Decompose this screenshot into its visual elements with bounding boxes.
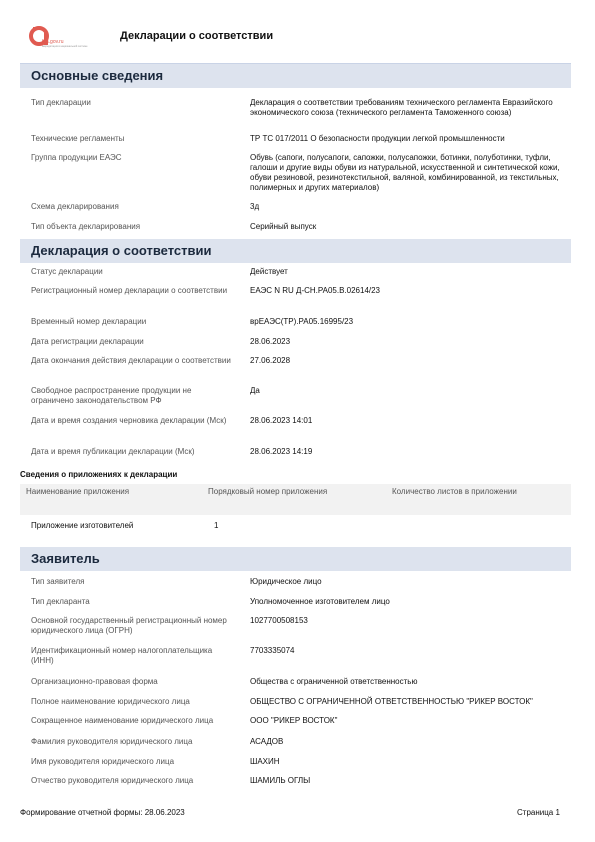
row-label: Тип объекта декларирования <box>31 222 141 231</box>
row-value: ШАМИЛЬ ОГЛЫ <box>250 776 311 785</box>
row-value: ОБЩЕСТВО С ОГРАНИЧЕННОЙ ОТВЕТСТВЕННОСТЬЮ "РИКЕР ВОСТОК" <box>250 697 533 706</box>
row-value: 27.06.2028 <box>250 356 291 365</box>
attachments-title: Сведения о приложениях к декларации <box>20 470 178 479</box>
row-label: Организационно-правовая форма <box>31 677 158 686</box>
row-label: Группа продукции ЕАЭС <box>31 153 122 162</box>
report-generation-date: Формирование отчетной формы: 28.06.2023 <box>20 808 185 817</box>
row-label: Свободное распространение продукции не ограничено законодательством РФ <box>31 386 192 405</box>
section-applicant-title: Заявитель <box>31 551 100 566</box>
table-row <box>20 520 571 534</box>
page-header <box>0 0 595 60</box>
row-value: ООО "РИКЕР ВОСТОК" <box>250 716 338 725</box>
row-value: 3д <box>250 202 260 211</box>
row-label: Идентификационный номер налогоплательщика (ИНН) <box>31 646 213 665</box>
logo-text: fsa.gov.ru <box>42 39 64 45</box>
row-value: врЕАЭС(TP).PA05.16995/23 <box>250 317 354 326</box>
row-label: Отчество руководителя юридического лица <box>31 776 194 785</box>
row-value: 7703335074 <box>250 646 295 655</box>
page-number: Страница 1 <box>517 808 560 817</box>
page-title: Декларации о соответствии <box>120 30 274 42</box>
row-label: Основной государственный регистрационный номер юридического лица (ОГРН) <box>31 616 227 635</box>
row-label: Тип декларанта <box>31 597 90 606</box>
row-label: Статус декларации <box>31 267 103 276</box>
row-value: 1027700508153 <box>250 616 308 625</box>
row-label: Технические регламенты <box>31 134 125 143</box>
column-header: Порядковый номер приложения <box>208 487 328 496</box>
row-label: Полное наименование юридического лица <box>31 697 190 706</box>
column-header: Количество листов в приложении <box>392 487 517 496</box>
row-value: 28.06.2023 14:19 <box>250 447 313 456</box>
attachments-table-header <box>20 484 571 515</box>
section-applicant-header <box>20 547 571 571</box>
row-value: 28.06.2023 <box>250 337 291 346</box>
row-label: Дата регистрации декларации <box>31 337 144 346</box>
row-value: Серийный выпуск <box>250 222 317 231</box>
row-value: Да <box>250 386 260 395</box>
row-value: Действует <box>250 267 288 276</box>
row-value: 28.06.2023 14:01 <box>250 416 313 425</box>
row-label: Фамилия руководителя юридического лица <box>31 737 193 746</box>
fsa-logo <box>28 24 88 52</box>
row-label: Регистрационный номер декларации о соответствии <box>31 286 228 295</box>
row-label: Тип декларации <box>31 98 91 107</box>
row-label: Имя руководителя юридического лица <box>31 757 175 766</box>
row-value: Уполномоченное изготовителем лицо <box>250 597 390 606</box>
section-basic-header <box>20 64 571 88</box>
row-value: АСАДОВ <box>250 737 284 746</box>
section-declaration-header <box>20 239 571 263</box>
row-label: Дата и время публикации декларации (Мск) <box>31 447 195 456</box>
row-value: Декларация о соответствии требованиям технического регламента Евразийского экономического союза (технического регламента Таможенного союза) <box>250 98 553 117</box>
row-value: Общества с ограниченной ответственностью <box>250 677 418 686</box>
logo-subtext: аккредитация в национальной системе <box>42 45 88 48</box>
row-value: ШАХИН <box>250 757 280 766</box>
row-value: Юридическое лицо <box>250 577 322 586</box>
attachment-name: Приложение изготовителей <box>31 521 134 530</box>
row-label: Тип заявителя <box>31 577 85 586</box>
row-label: Временный номер декларации <box>31 317 147 326</box>
row-value: ЕАЭС N RU Д-CH.PA05.B.02614/23 <box>250 286 381 295</box>
row-value: ТР ТС 017/2011 О безопасности продукции легкой промышленности <box>250 134 505 143</box>
attachment-number: 1 <box>214 521 219 530</box>
column-header: Наименование приложения <box>26 487 130 496</box>
section-declaration-title: Декларация о соответствии <box>31 243 212 258</box>
row-label: Дата и время создания черновика декларации (Мск) <box>31 416 227 425</box>
row-value: Обувь (сапоги, полусапоги, сапожки, полусапожки, ботинки, полуботинки, туфли, галоши и другие виды обуви из натуральной, искусственной и синтетической кожи, обуви резиновой, резинотекстильной, валяной, комбинированной, из текстильных, полимерных и других материалов) <box>250 153 560 192</box>
row-label: Схема декларирования <box>31 202 119 211</box>
section-basic-title: Основные сведения <box>31 68 164 83</box>
row-label: Дата окончания действия декларации о соответствии <box>31 356 231 365</box>
row-label: Сокращенное наименование юридического лица <box>31 716 214 725</box>
